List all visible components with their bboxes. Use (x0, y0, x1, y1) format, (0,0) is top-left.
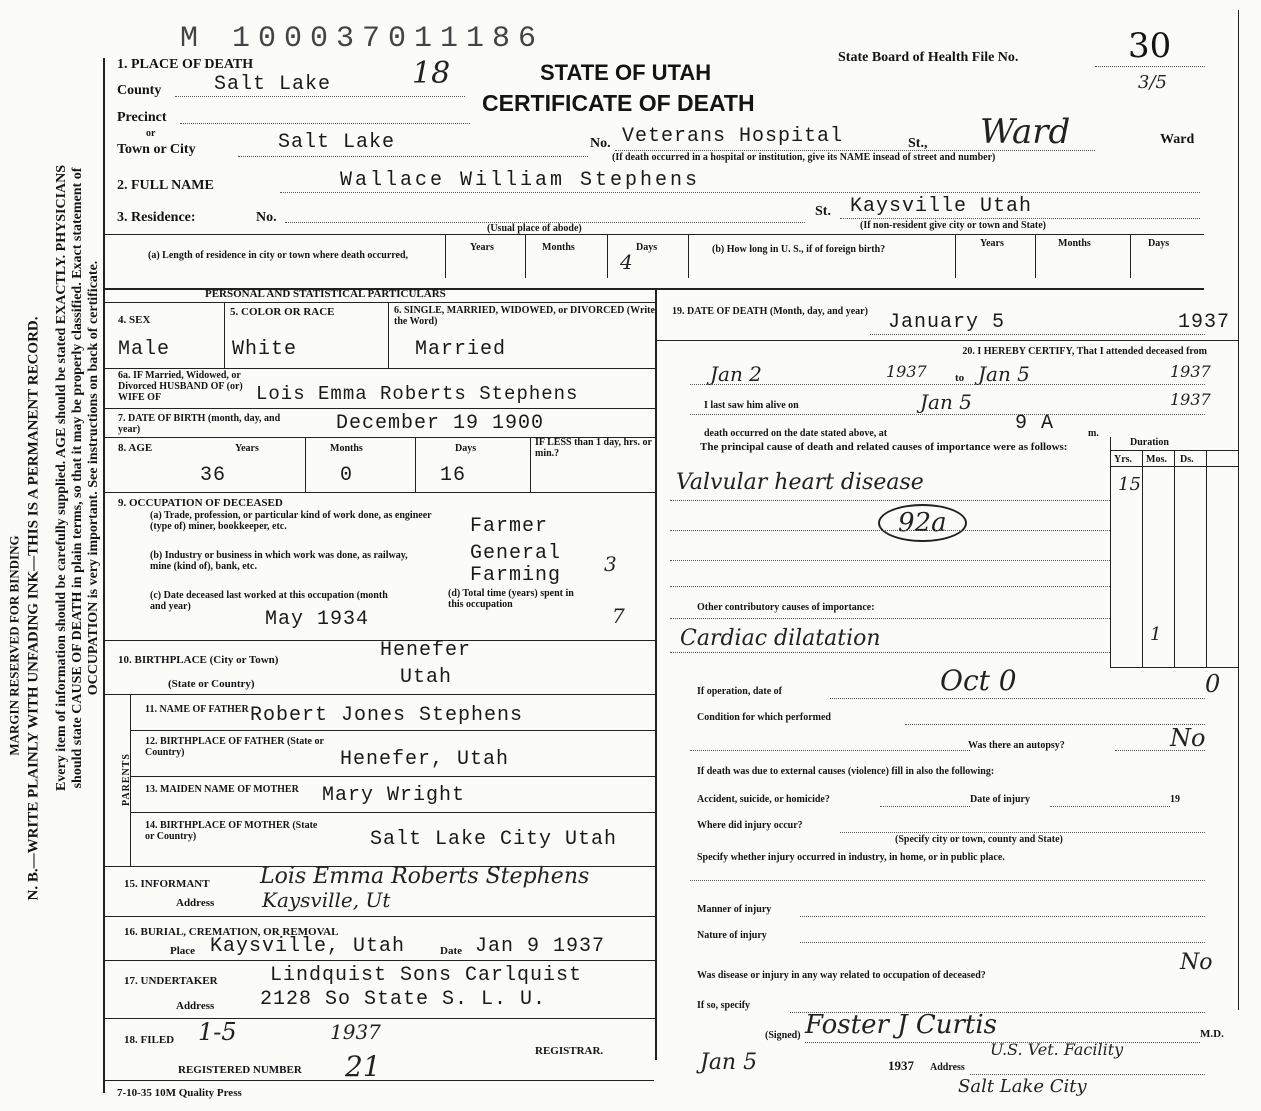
manner-label: Manner of injury (697, 904, 772, 915)
res-days-label: Days (636, 242, 658, 253)
undertaker-value: Lindquist Sons Carlquist (270, 964, 583, 987)
sign-address-value: U.S. Vet. Facility (990, 1040, 1124, 1059)
mother-birthplace-label: 14. BIRTHPLACE OF MOTHER (State or Country) (145, 820, 318, 842)
print-footer: 7-10-35 10M Quality Press (117, 1087, 242, 1099)
age-months-label: Months (330, 443, 363, 454)
informant-address-label: Address (176, 897, 215, 909)
certificate-title: CERTIFICATE OF DEATH (482, 90, 755, 116)
certify-label: 20. I HEREBY CERTIFY, That I attended deceased from (962, 346, 1207, 357)
spouse-label: 6a. IF Married, Widowed, or Divorced HUSBAND OF (or) WIFE OF (118, 370, 243, 403)
margin-reserved-text: MARGIN RESERVED FOR BINDING (6, 535, 22, 756)
cause-years: 15 (1118, 474, 1141, 495)
residence-a-label: (a) Length of residence in city or town where death occurred, (148, 250, 409, 261)
informant-label: 15. INFORMANT (124, 878, 210, 890)
margin-nb-text: N. B.—WRITE PLAINLY WITH UNFADING INK—THIS IS A PERMANENT RECORD. (25, 316, 42, 901)
mother-label: 13. MAIDEN NAME OF MOTHER (145, 784, 299, 795)
age-days-value: 16 (440, 464, 467, 487)
specify-industry-label: Specify whether injury occurred in industry, in home, or in public place. (697, 852, 1005, 863)
date-of-death-label: 19. DATE OF DEATH (Month, day, and year) (672, 306, 868, 317)
file-no-sub: 3/5 (1138, 72, 1167, 93)
informant-value: Lois Emma Roberts Stephens (260, 864, 590, 889)
contrib-label: Other contributory causes of importance: (697, 602, 875, 613)
binding-margin (0, 0, 101, 1111)
margin-instruction-3: OCCUPATION is very important. See instructions on back of certificate. (86, 260, 101, 696)
last-saw-label: I last saw him alive on (704, 400, 799, 411)
residence-no-label: No. (256, 210, 277, 225)
res-days-value: 4 (620, 250, 633, 274)
registered-value: 21 (345, 1050, 381, 1083)
cause-label: The principal cause of death and related causes of importance were as follows: (700, 441, 1068, 453)
parents-label: PARENTS (120, 753, 132, 806)
birthplace-state: Utah (400, 666, 453, 689)
residence-value: Kaysville Utah (850, 195, 1033, 218)
burial-date-value: Jan 9 1937 (475, 935, 606, 958)
serial-number: M 100037011186 (180, 22, 545, 56)
occupation-d-label: (d) Total time (years) spent in this occupation (448, 588, 574, 610)
dob-label: 7. DATE OF BIRTH (month, day, and year) (118, 413, 281, 435)
accident-label: Accident, suicide, or homicide? (697, 794, 830, 805)
signed-label: (Signed) (765, 1030, 801, 1041)
margin-instruction-1: Every item of information should be carefully supplied. AGE should be stated EXACTLY. PHYSICIANS (54, 164, 69, 792)
full-name-label: 2. FULL NAME (117, 178, 214, 193)
residence-label: 3. Residence: (117, 210, 196, 225)
town-label: Town or City (117, 142, 196, 157)
file-no-value: 30 (1128, 26, 1172, 66)
burial-place-label: Place (170, 945, 196, 957)
color-label: 5. COLOR OR RACE (230, 306, 335, 318)
duration-ds: Ds. (1180, 454, 1194, 465)
filed-value: 1-5 (198, 1018, 237, 1046)
town-value: Salt Lake (278, 131, 396, 154)
burial-date-label: Date (440, 945, 462, 957)
external-label: If death was due to external causes (violence) fill in also the following: (697, 766, 995, 777)
sign-year: 1937 (888, 1058, 914, 1073)
or-label: or (146, 128, 156, 139)
occupation-a-label: (a) Trade, profession, or particular kind of work done, as engineer (type of) miner, bookkeeper, etc. (150, 510, 432, 532)
birthplace-label: 10. BIRTHPLACE (City or Town) (118, 654, 279, 666)
place-of-death-label: 1. PLACE OF DEATH (117, 57, 254, 72)
file-no-label: State Board of Health File No. (838, 50, 1019, 65)
related-value: No (1180, 950, 1213, 975)
occupation-c-value: May 1934 (265, 608, 370, 631)
frame-right (1238, 10, 1239, 1010)
autopsy-label: Was there an autopsy? (968, 740, 1065, 751)
occupation-label: 9. OCCUPATION OF DECEASED (118, 497, 283, 509)
death-time-m: m. (1088, 428, 1099, 439)
residence-b-label: (b) How long in U. S., if of foreign birth? (712, 244, 886, 255)
related-label: Was disease or injury in any way related to occupation of deceased? (697, 970, 986, 981)
marital-label: 6. SINGLE, MARRIED, WIDOWED, or DIVORCED (Write the Word) (394, 305, 655, 327)
age-years-label: Years (235, 443, 259, 454)
duration-label: Duration (1130, 437, 1169, 448)
operation-label: If operation, date of (697, 686, 782, 697)
birthplace-state-label: (State or Country) (168, 678, 255, 690)
attended-to: Jan 5 (978, 362, 1030, 386)
sign-address-label: Address (930, 1062, 965, 1073)
hospital-note: (If death occurred in a hospital or institution, give its NAME insead of street and number) (612, 152, 996, 163)
father-value: Robert Jones Stephens (250, 704, 524, 727)
injury-year-label: 19 (1170, 794, 1180, 805)
mother-birthplace-value: Salt Lake City Utah (370, 828, 618, 851)
cause-value: Valvular heart disease (676, 470, 924, 495)
father-birthplace-value: Henefer, Utah (340, 748, 510, 771)
no-label: No. (590, 136, 611, 151)
dob-value: December 19 1900 (336, 412, 545, 435)
date-of-death-year: 1937 (1178, 311, 1231, 334)
date-injury-label: Date of injury (970, 794, 1030, 805)
sign-date: Jan 5 (700, 1050, 758, 1075)
attended-to-year: 1937 (1170, 362, 1211, 381)
informant-address-value: Kaysville, Ut (262, 888, 391, 912)
margin-instruction-2: should state CAUSE OF DEATH in plain terms, so that it may be properly classified. Exact statement of (70, 167, 85, 789)
age-months-value: 0 (340, 464, 354, 487)
ward-label: Ward (1160, 132, 1195, 147)
mother-value: Mary Wright (322, 784, 466, 807)
state-title: STATE OF UTAH (540, 60, 712, 85)
frame-left (103, 58, 105, 1093)
signed-value: Foster J Curtis (805, 1010, 998, 1040)
last-saw-date: Jan 5 (920, 390, 972, 414)
us-months-label: Months (1058, 238, 1091, 249)
where-injury-label: Where did injury occur? (697, 820, 803, 831)
nature-label: Nature of injury (697, 930, 767, 941)
father-label: 11. NAME OF FATHER (145, 704, 249, 715)
precinct-label: Precinct (117, 110, 167, 125)
attended-from-year: 1937 (886, 362, 927, 381)
duration-mos: Mos. (1146, 454, 1167, 465)
attended-from: Jan 2 (710, 362, 762, 386)
sex-value: Male (118, 338, 171, 361)
occupation-b-value: General Farming (470, 542, 562, 587)
st-label: St., (908, 136, 928, 151)
filed-label: 18. FILED (124, 1034, 175, 1046)
undertaker-address-value: 2128 So State S. L. U. (260, 988, 547, 1011)
last-saw-year: 1937 (1170, 390, 1211, 409)
operation-value: 0 (1205, 670, 1221, 698)
marital-value: Married (415, 338, 507, 361)
full-name-value: Wallace William Stephens (340, 169, 701, 192)
duration-yrs: Yrs. (1114, 454, 1133, 465)
sex-label: 4. SEX (118, 314, 151, 326)
burial-place-value: Kaysville, Utah (210, 935, 406, 958)
contrib-value: Cardiac dilatation (680, 626, 881, 651)
specify-city-label: (Specify city or town, county and State) (895, 834, 1063, 845)
date-of-death-value: January 5 (888, 311, 1006, 334)
age-label: 8. AGE (118, 442, 153, 454)
undertaker-address-label: Address (176, 1000, 215, 1012)
undertaker-label: 17. UNDERTAKER (124, 975, 218, 987)
county-value: Salt Lake (214, 73, 332, 96)
birthplace-city: Henefer (380, 639, 472, 662)
registrar-label: REGISTRAR. (535, 1045, 604, 1057)
father-birthplace-label: 12. BIRTHPLACE OF FATHER (State or Country) (145, 736, 324, 758)
death-time: 9 A (1015, 412, 1055, 435)
hospital-value: Veterans Hospital (622, 125, 844, 148)
contrib-val: 1 (1150, 624, 1162, 645)
occupation-c-label: (c) Date deceased last worked at this occupation (month and year) (150, 590, 388, 612)
county-label: County (117, 83, 162, 98)
personal-section-title: PERSONAL AND STATISTICAL PARTICULARS (205, 288, 446, 300)
less-label: IF LESS than 1 day, hrs. or min.? (535, 437, 652, 459)
if-so-label: If so, specify (697, 1000, 751, 1011)
res-months-label: Months (542, 242, 575, 253)
us-days-label: Days (1148, 238, 1170, 249)
us-years-label: Years (980, 238, 1004, 249)
usual-abode: (Usual place of abode) (487, 223, 582, 234)
registered-label: REGISTERED NUMBER (178, 1064, 302, 1076)
cause-code: 92a (878, 504, 967, 542)
occupation-a-value: Farmer (470, 515, 549, 538)
color-value: White (232, 338, 298, 361)
occupation-b-label: (b) Industry or business in which work was done, as railway, mine (kind of), bank, etc. (150, 550, 408, 572)
md-label: M.D. (1200, 1028, 1224, 1040)
autopsy-value: No (1170, 724, 1206, 752)
age-years-value: 36 (200, 464, 227, 487)
nonresident-note: (If non-resident give city or town and State) (860, 220, 1047, 231)
condition-label: Condition for which performed (697, 712, 831, 723)
occupation-d-value: 7 (612, 604, 625, 628)
attended-to-label: to (955, 372, 965, 384)
sign-city: Salt Lake City (958, 1076, 1087, 1097)
spouse-value: Lois Emma Roberts Stephens (256, 383, 579, 405)
filed-year: 1937 (330, 1020, 381, 1044)
age-days-label: Days (455, 443, 477, 454)
res-years-label: Years (470, 242, 494, 253)
death-at-label: death occurred on the date stated above, at (704, 428, 888, 439)
residence-st-label: St. (815, 204, 831, 219)
burial-label: 16. BURIAL, CREMATION, OR REMOVAL (124, 926, 339, 938)
